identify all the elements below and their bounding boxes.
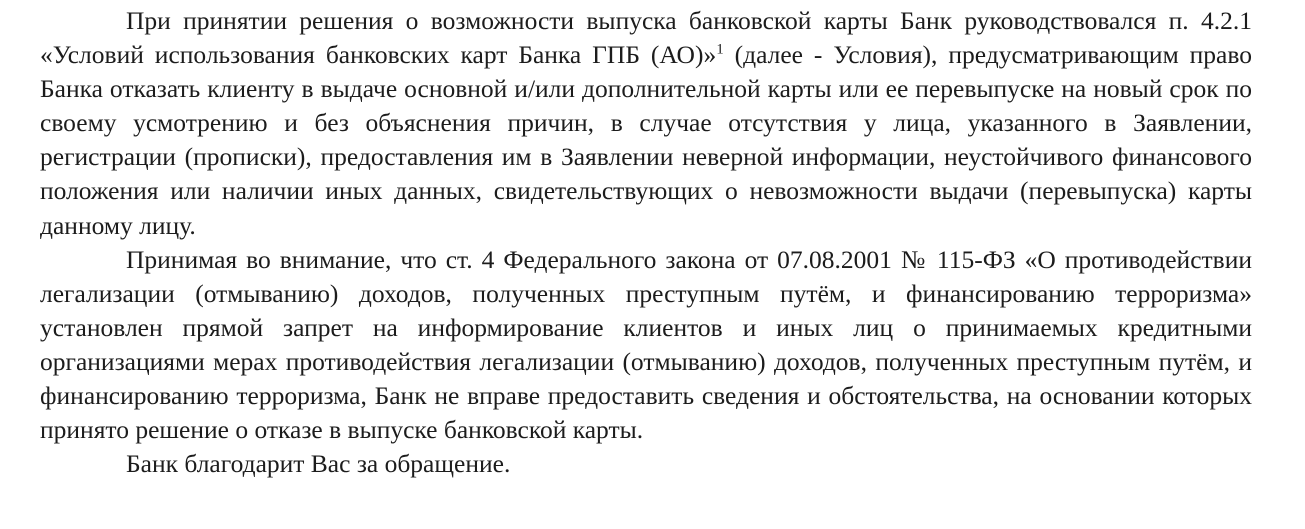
footnote-marker: 1 bbox=[716, 41, 724, 58]
paragraph-decision-basis-text: При принятии решения о возможности выпуска банковской карты Банк руководствовался п. 4.2.1 «Условий использования банковских карт Банка ГПБ (АО)» bbox=[40, 6, 1252, 70]
paragraph-closing-thanks: Банк благодарит Вас за обращение. bbox=[126, 449, 511, 479]
paragraph-decision-basis-continuation: (далее - Условия), предусматривающим право Банка отказать клиенту в выдаче основной и/или дополнительной карты или ее перевыпуске на новый срок по своему усмотрению и без объяснения причин, в случае отсутствия у лица, указанного в Заявлении, регистрации (прописки), предоставления им в Заявлении неверной информации, неустойчивого финансового положения или наличии иных данных, свидетельствующих о невозможности выдачи (перевыпуска) карты данному лицу. bbox=[40, 40, 1252, 240]
letter-body bbox=[40, 4, 1252, 481]
paragraph-legal-restriction: Принимая во внимание, что ст. 4 Федерального закона от 07.08.2001 № 115-ФЗ «О противодействии легализации (отмыванию) доходов, полученных преступным путём, и финансированию терроризма» установлен прямой запрет на информирование клиентов и иных лиц о принимаемых кредитными организациями мерах противодействия легализации (отмыванию) доходов, полученных преступным путём, и финансированию терроризма, Банк не вправе предоставить сведения и обстоятельства, на основании которых принято решение о отказе в выпуске банковской карты. bbox=[40, 244, 1252, 445]
paragraph-decision-basis bbox=[40, 4, 1252, 243]
